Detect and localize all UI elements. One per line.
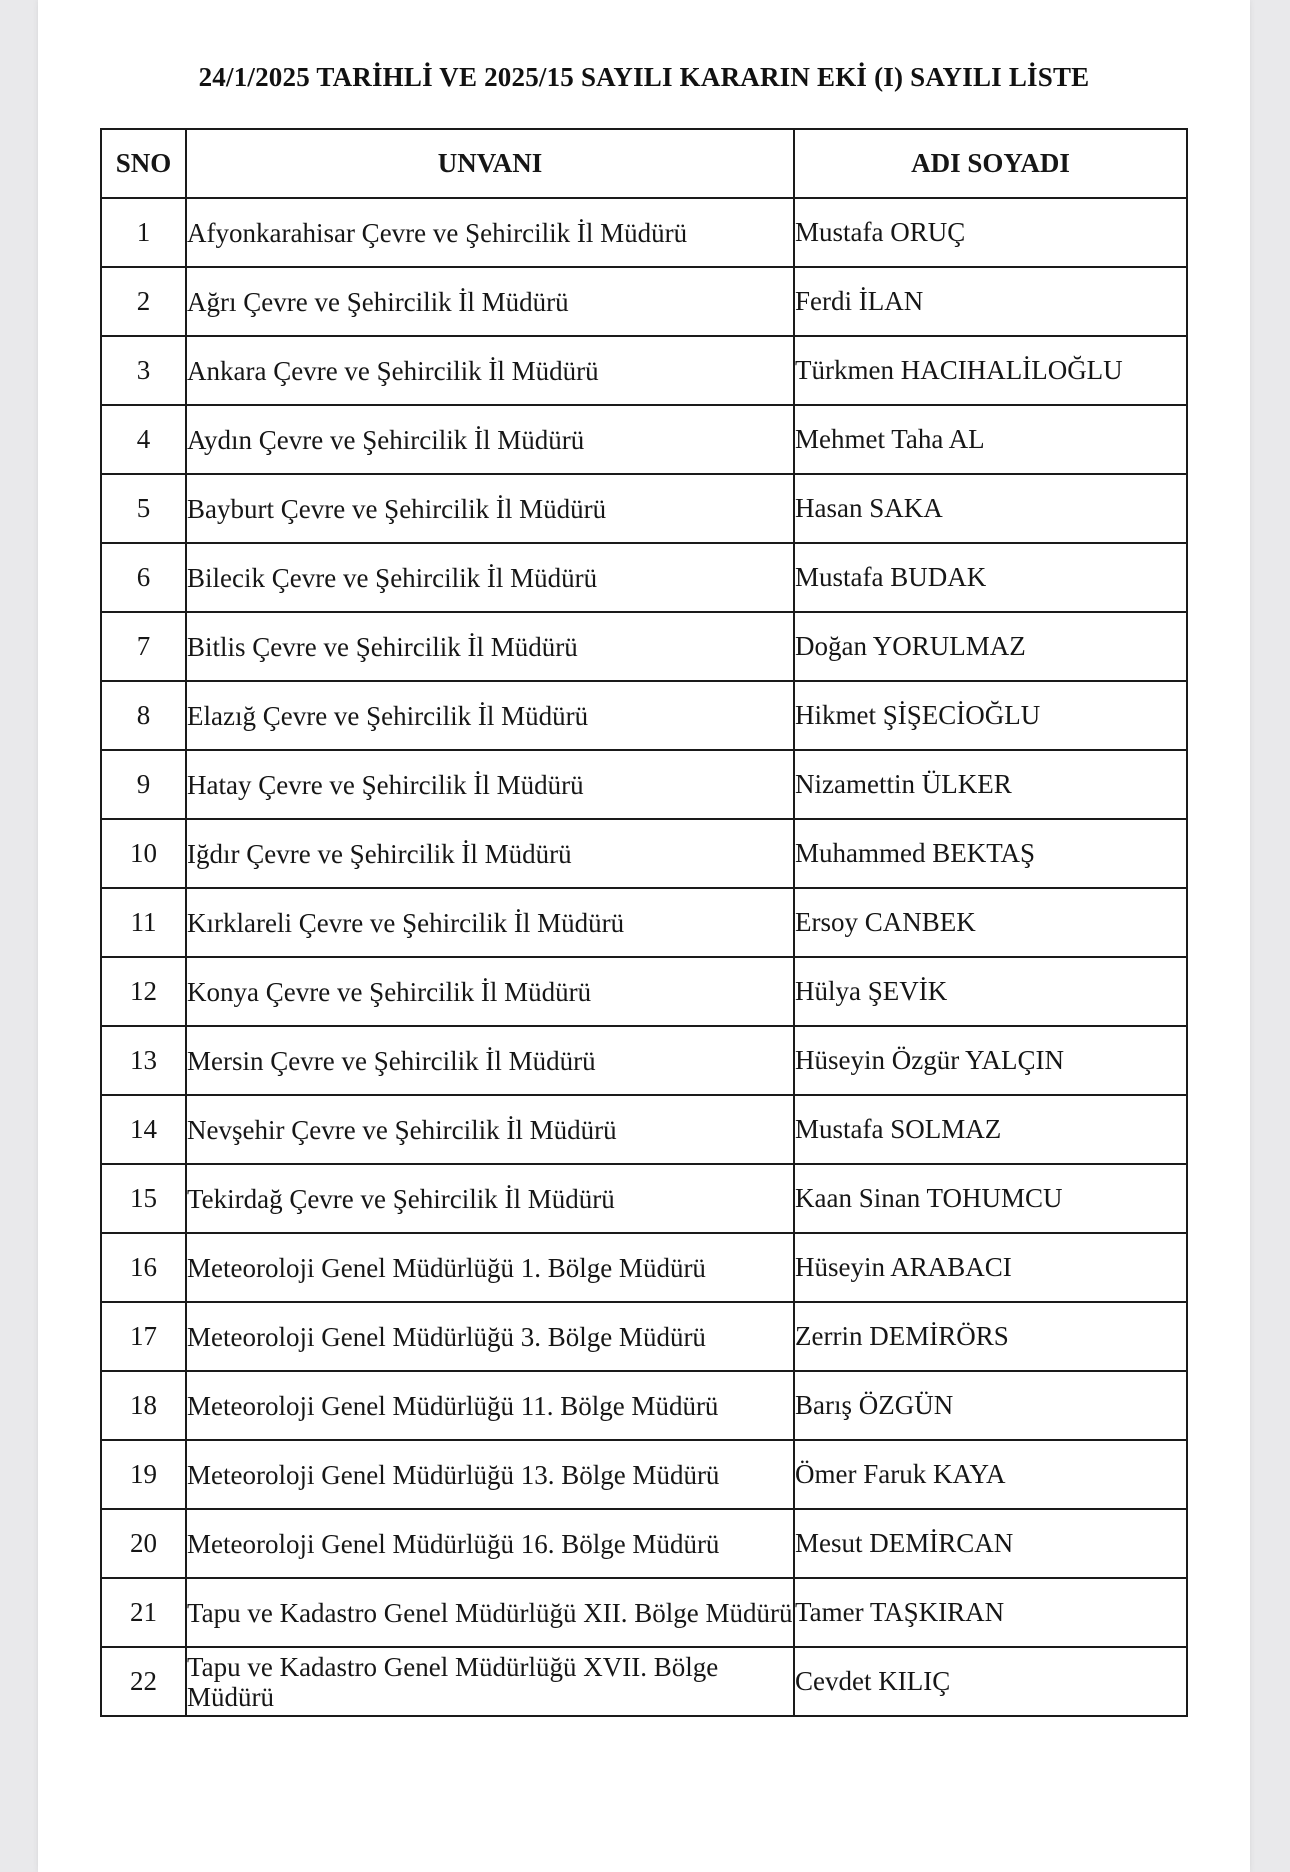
row-sno: 14	[101, 1095, 186, 1164]
table-row	[101, 336, 1187, 405]
row-name: Barış ÖZGÜN	[794, 1371, 1187, 1440]
table-row	[101, 888, 1187, 957]
table-row	[101, 1647, 1187, 1716]
table-row	[101, 750, 1187, 819]
row-sno: 19	[101, 1440, 186, 1509]
row-name: Kaan Sinan TOHUMCU	[794, 1164, 1187, 1233]
table-row	[101, 1371, 1187, 1440]
row-unvan: Iğdır Çevre ve Şehircilik İl Müdürü	[186, 819, 794, 888]
row-name: Mehmet Taha AL	[794, 405, 1187, 474]
row-unvan: Nevşehir Çevre ve Şehircilik İl Müdürü	[186, 1095, 794, 1164]
table-row	[101, 474, 1187, 543]
row-unvan: Konya Çevre ve Şehircilik İl Müdürü	[186, 957, 794, 1026]
row-unvan: Mersin Çevre ve Şehircilik İl Müdürü	[186, 1026, 794, 1095]
row-unvan: Meteoroloji Genel Müdürlüğü 11. Bölge Müdürü	[186, 1371, 794, 1440]
row-unvan: Meteoroloji Genel Müdürlüğü 3. Bölge Müdürü	[186, 1302, 794, 1371]
table-row	[101, 612, 1187, 681]
row-name: Ömer Faruk KAYA	[794, 1440, 1187, 1509]
header-sno: SNO	[101, 129, 186, 198]
row-unvan: Tapu ve Kadastro Genel Müdürlüğü XII. Bölge Müdürü	[186, 1578, 794, 1647]
row-unvan: Tapu ve Kadastro Genel Müdürlüğü XVII. Bölge Müdürü	[186, 1647, 794, 1716]
header-name: ADI SOYADI	[794, 129, 1187, 198]
row-sno: 10	[101, 819, 186, 888]
row-sno: 20	[101, 1509, 186, 1578]
row-sno: 12	[101, 957, 186, 1026]
row-unvan: Meteoroloji Genel Müdürlüğü 1. Bölge Müdürü	[186, 1233, 794, 1302]
row-sno: 7	[101, 612, 186, 681]
row-sno: 3	[101, 336, 186, 405]
row-unvan: Kırklareli Çevre ve Şehircilik İl Müdürü	[186, 888, 794, 957]
row-sno: 18	[101, 1371, 186, 1440]
row-name: Doğan YORULMAZ	[794, 612, 1187, 681]
table-row	[101, 1164, 1187, 1233]
row-name: Türkmen HACIHALİLOĞLU	[794, 336, 1187, 405]
row-unvan: Tekirdağ Çevre ve Şehircilik İl Müdürü	[186, 1164, 794, 1233]
table-row	[101, 1233, 1187, 1302]
row-name: Cevdet KILIÇ	[794, 1647, 1187, 1716]
row-unvan: Meteoroloji Genel Müdürlüğü 16. Bölge Müdürü	[186, 1509, 794, 1578]
row-name: Nizamettin ÜLKER	[794, 750, 1187, 819]
row-name: Hülya ŞEVİK	[794, 957, 1187, 1026]
table-row	[101, 1578, 1187, 1647]
table-row	[101, 819, 1187, 888]
row-name: Mesut DEMİRCAN	[794, 1509, 1187, 1578]
row-name: Muhammed BEKTAŞ	[794, 819, 1187, 888]
table-row	[101, 198, 1187, 267]
row-unvan: Ağrı Çevre ve Şehircilik İl Müdürü	[186, 267, 794, 336]
row-name: Hasan SAKA	[794, 474, 1187, 543]
row-unvan: Bitlis Çevre ve Şehircilik İl Müdürü	[186, 612, 794, 681]
document-page	[38, 0, 1250, 1872]
row-sno: 15	[101, 1164, 186, 1233]
row-name: Mustafa SOLMAZ	[794, 1095, 1187, 1164]
row-unvan: Aydın Çevre ve Şehircilik İl Müdürü	[186, 405, 794, 474]
table-row	[101, 957, 1187, 1026]
row-unvan: Ankara Çevre ve Şehircilik İl Müdürü	[186, 336, 794, 405]
table-row	[101, 1302, 1187, 1371]
row-name: Mustafa ORUÇ	[794, 198, 1187, 267]
table-body	[101, 198, 1187, 1716]
table-row	[101, 1509, 1187, 1578]
row-sno: 4	[101, 405, 186, 474]
row-sno: 1	[101, 198, 186, 267]
table-row	[101, 1026, 1187, 1095]
row-sno: 8	[101, 681, 186, 750]
document-title: 24/1/2025 TARİHLİ VE 2025/15 SAYILI KARARIN EKİ (I) SAYILI LİSTE	[198, 62, 1090, 92]
row-sno: 6	[101, 543, 186, 612]
header-unvan: UNVANI	[186, 129, 794, 198]
row-name: Hüseyin ARABACI	[794, 1233, 1187, 1302]
row-unvan: Bayburt Çevre ve Şehircilik İl Müdürü	[186, 474, 794, 543]
table-row	[101, 1440, 1187, 1509]
row-name: Mustafa BUDAK	[794, 543, 1187, 612]
row-name: Hikmet ŞİŞECİOĞLU	[794, 681, 1187, 750]
row-name: Ferdi İLAN	[794, 267, 1187, 336]
row-sno: 17	[101, 1302, 186, 1371]
row-name: Hüseyin Özgür YALÇIN	[794, 1026, 1187, 1095]
row-sno: 5	[101, 474, 186, 543]
row-sno: 9	[101, 750, 186, 819]
row-sno: 21	[101, 1578, 186, 1647]
row-sno: 2	[101, 267, 186, 336]
table-row	[101, 543, 1187, 612]
row-sno: 11	[101, 888, 186, 957]
row-sno: 16	[101, 1233, 186, 1302]
row-name: Zerrin DEMİRÖRS	[794, 1302, 1187, 1371]
row-unvan: Hatay Çevre ve Şehircilik İl Müdürü	[186, 750, 794, 819]
table-row	[101, 267, 1187, 336]
table-row	[101, 681, 1187, 750]
table-row	[101, 1095, 1187, 1164]
row-unvan: Elazığ Çevre ve Şehircilik İl Müdürü	[186, 681, 794, 750]
row-name: Ersoy CANBEK	[794, 888, 1187, 957]
row-unvan: Afyonkarahisar Çevre ve Şehircilik İl Müdürü	[186, 198, 794, 267]
table-row	[101, 405, 1187, 474]
row-unvan: Bilecik Çevre ve Şehircilik İl Müdürü	[186, 543, 794, 612]
table-header-row	[101, 129, 1187, 198]
appointment-list-table	[100, 128, 1188, 1717]
row-name: Tamer TAŞKIRAN	[794, 1578, 1187, 1647]
row-sno: 13	[101, 1026, 186, 1095]
row-unvan: Meteoroloji Genel Müdürlüğü 13. Bölge Müdürü	[186, 1440, 794, 1509]
row-sno: 22	[101, 1647, 186, 1716]
